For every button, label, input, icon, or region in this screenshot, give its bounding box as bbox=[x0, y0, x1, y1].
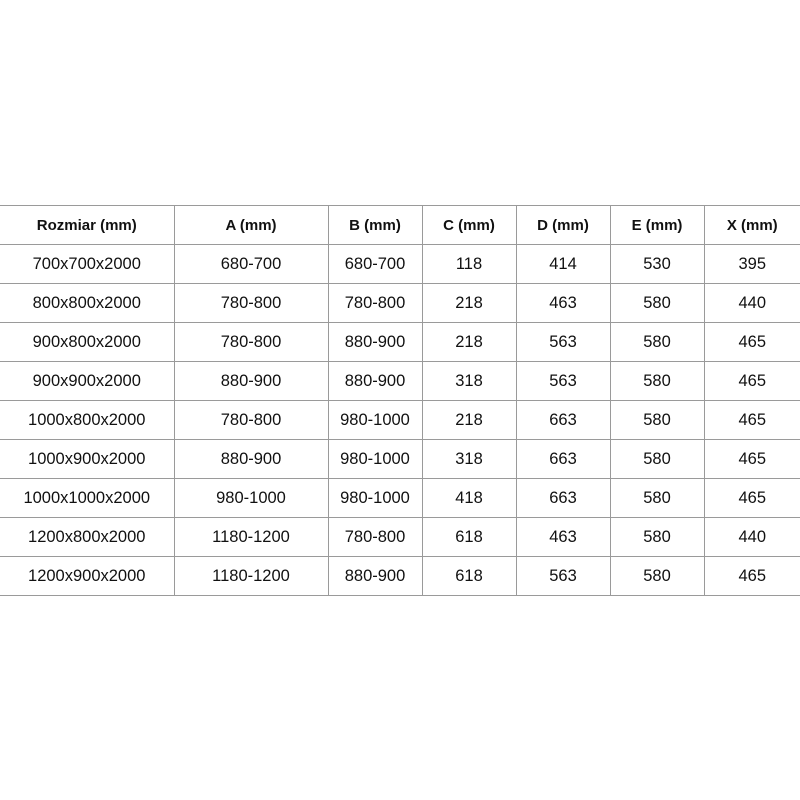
table-cell-c: 318 bbox=[422, 440, 516, 479]
table-cell-d: 563 bbox=[516, 362, 610, 401]
table-cell-c: 218 bbox=[422, 323, 516, 362]
table-cell-x: 395 bbox=[704, 245, 800, 284]
table-cell-d: 663 bbox=[516, 440, 610, 479]
table-cell-c: 618 bbox=[422, 518, 516, 557]
table-cell-a: 680-700 bbox=[174, 245, 328, 284]
table-cell-x: 465 bbox=[704, 557, 800, 596]
table-cell-d: 414 bbox=[516, 245, 610, 284]
table-cell-b: 880-900 bbox=[328, 362, 422, 401]
table-cell-size: 800x800x2000 bbox=[0, 284, 174, 323]
table-cell-b: 880-900 bbox=[328, 557, 422, 596]
table-row bbox=[0, 362, 800, 401]
table-cell-e: 580 bbox=[610, 440, 704, 479]
table-cell-e: 580 bbox=[610, 518, 704, 557]
table-cell-c: 318 bbox=[422, 362, 516, 401]
table-row bbox=[0, 557, 800, 596]
table-cell-x: 465 bbox=[704, 362, 800, 401]
table-cell-e: 530 bbox=[610, 245, 704, 284]
table-header-row bbox=[0, 206, 800, 245]
table-cell-e: 580 bbox=[610, 323, 704, 362]
table-cell-e: 580 bbox=[610, 557, 704, 596]
table-cell-x: 465 bbox=[704, 401, 800, 440]
table-cell-b: 780-800 bbox=[328, 284, 422, 323]
table-cell-size: 1200x800x2000 bbox=[0, 518, 174, 557]
table-cell-b: 880-900 bbox=[328, 323, 422, 362]
table-cell-c: 618 bbox=[422, 557, 516, 596]
table-cell-d: 563 bbox=[516, 557, 610, 596]
header-cell-e: E (mm) bbox=[610, 206, 704, 245]
table-cell-b: 980-1000 bbox=[328, 401, 422, 440]
table-row bbox=[0, 440, 800, 479]
table-cell-d: 663 bbox=[516, 479, 610, 518]
dimension-table bbox=[0, 205, 800, 596]
table-cell-b: 680-700 bbox=[328, 245, 422, 284]
table-cell-x: 440 bbox=[704, 284, 800, 323]
table-cell-size: 900x800x2000 bbox=[0, 323, 174, 362]
header-cell-size: Rozmiar (mm) bbox=[0, 206, 174, 245]
table-row bbox=[0, 284, 800, 323]
header-cell-d: D (mm) bbox=[516, 206, 610, 245]
table-row bbox=[0, 518, 800, 557]
table-cell-e: 580 bbox=[610, 401, 704, 440]
table-cell-size: 1000x800x2000 bbox=[0, 401, 174, 440]
table-cell-c: 118 bbox=[422, 245, 516, 284]
table-cell-a: 880-900 bbox=[174, 362, 328, 401]
table-row bbox=[0, 323, 800, 362]
table-cell-a: 980-1000 bbox=[174, 479, 328, 518]
header-cell-c: C (mm) bbox=[422, 206, 516, 245]
table-cell-a: 780-800 bbox=[174, 323, 328, 362]
table-cell-d: 463 bbox=[516, 518, 610, 557]
header-cell-x: X (mm) bbox=[704, 206, 800, 245]
table-cell-a: 780-800 bbox=[174, 401, 328, 440]
table-cell-e: 580 bbox=[610, 362, 704, 401]
table-row bbox=[0, 401, 800, 440]
table-cell-b: 980-1000 bbox=[328, 479, 422, 518]
header-cell-a: A (mm) bbox=[174, 206, 328, 245]
table-cell-size: 1000x1000x2000 bbox=[0, 479, 174, 518]
table-cell-a: 880-900 bbox=[174, 440, 328, 479]
table-row bbox=[0, 245, 800, 284]
table-cell-size: 700x700x2000 bbox=[0, 245, 174, 284]
table-cell-size: 1200x900x2000 bbox=[0, 557, 174, 596]
table-cell-b: 780-800 bbox=[328, 518, 422, 557]
table-cell-e: 580 bbox=[610, 284, 704, 323]
table-cell-c: 218 bbox=[422, 401, 516, 440]
table-body bbox=[0, 245, 800, 596]
table-cell-x: 465 bbox=[704, 323, 800, 362]
table-cell-size: 900x900x2000 bbox=[0, 362, 174, 401]
table-cell-d: 463 bbox=[516, 284, 610, 323]
table-cell-x: 465 bbox=[704, 440, 800, 479]
table-cell-c: 418 bbox=[422, 479, 516, 518]
table-cell-b: 980-1000 bbox=[328, 440, 422, 479]
table-cell-a: 1180-1200 bbox=[174, 518, 328, 557]
table-cell-d: 563 bbox=[516, 323, 610, 362]
table-cell-d: 663 bbox=[516, 401, 610, 440]
table-row bbox=[0, 479, 800, 518]
table-cell-e: 580 bbox=[610, 479, 704, 518]
table-cell-a: 780-800 bbox=[174, 284, 328, 323]
table-cell-x: 440 bbox=[704, 518, 800, 557]
table-cell-a: 1180-1200 bbox=[174, 557, 328, 596]
header-cell-b: B (mm) bbox=[328, 206, 422, 245]
table-cell-c: 218 bbox=[422, 284, 516, 323]
table-cell-x: 465 bbox=[704, 479, 800, 518]
table-cell-size: 1000x900x2000 bbox=[0, 440, 174, 479]
